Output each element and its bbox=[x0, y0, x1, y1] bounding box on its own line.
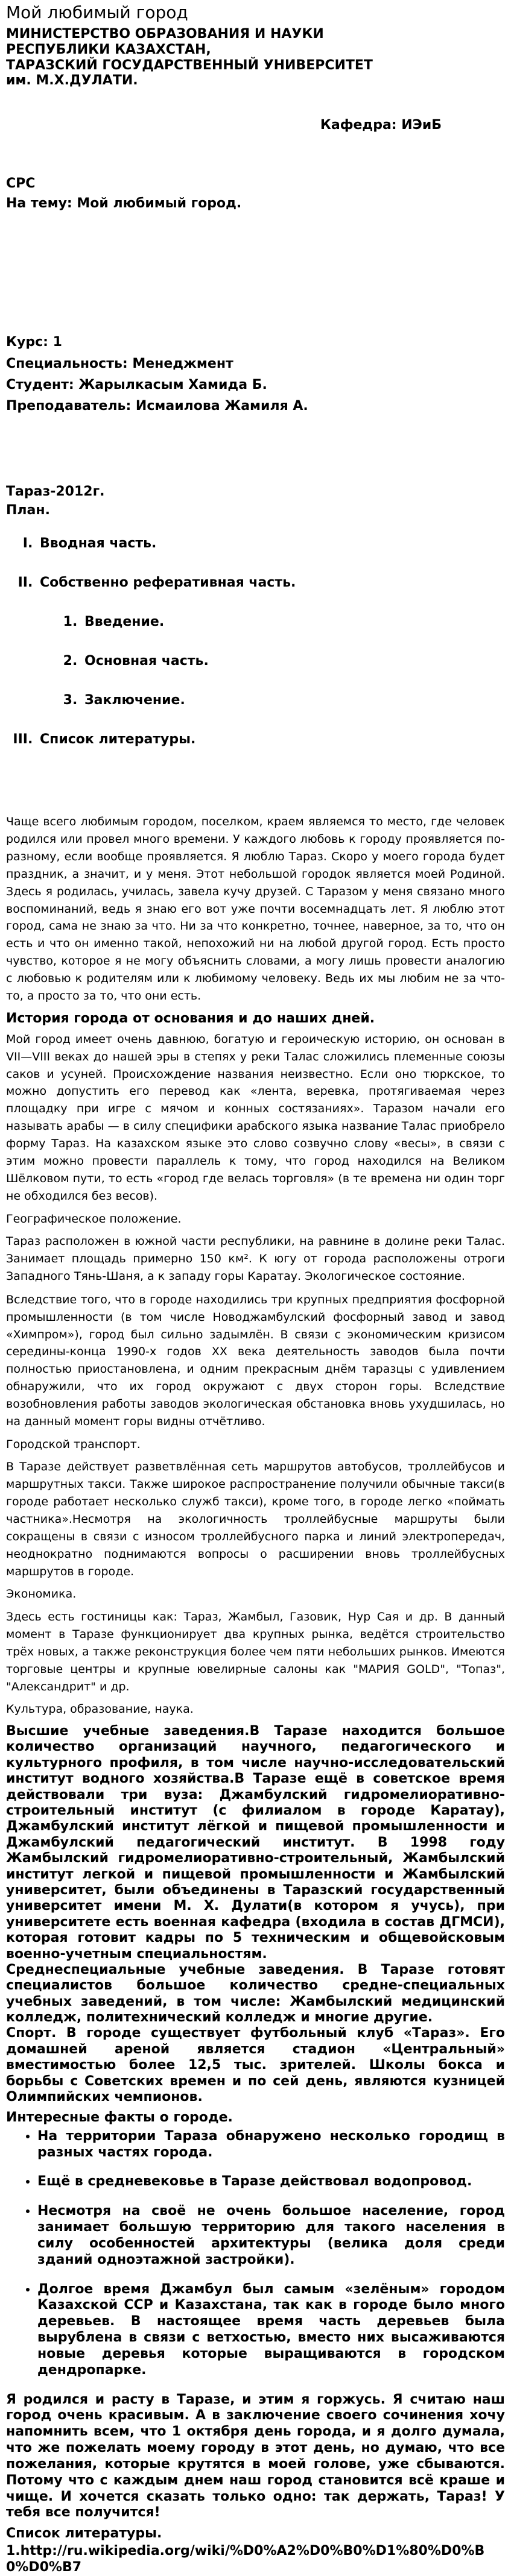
secondary-education-paragraph: Среднеспециальные учебные заведения. В Таразе готовят специалистов большое количество средне-специальных учебных заведений, в том числе: Жамбылский медицинский колледж, политехнический колледж и многие другие. bbox=[6, 1962, 505, 2026]
plan-item-label: Вводная часть. bbox=[40, 536, 157, 552]
facts-heading: Интересные факты о городе. bbox=[6, 2110, 233, 2126]
fact-item: • Долгое время Джамбул был самым «зелёным» городом Казахской ССР и Казахстана, так как в городе было много деревьев. В настоящее время часть деревьев была вырублена в связи с ветхостью, вместо них высаживаются новые деревья которые выращиваются в городском дендропарке. bbox=[37, 2282, 505, 2379]
meta-student: Студент: Жарылкасым Хамида Б. bbox=[6, 377, 267, 392]
economy-paragraph: Здесь есть гостиницы как: Тараз, Жамбыл, Газовик, Нур Сая и др. В данный момент в Таразе функционирует два крупных рынка, ведётся строительство трёх новых, а также реконструкция более чем пяти небольших рынков. Имеются торговые центры и крупные ювелирные салоны как "МАРИЯ GOLD", "Топаз", "Александрит" и др. bbox=[6, 1610, 505, 1693]
sport-paragraph: Спорт. В городе существует футбольный клуб «Тараз». Его домашней ареной является стадион «Центральный» вместимостью более 12,5 тыс. зрителей. Школы бокса и борьбы с Советских времен и по сей день, являются кузницей Олимпийских чемпионов. bbox=[6, 2026, 505, 2105]
plan-subitem bbox=[82, 693, 505, 708]
intro-paragraph: Чаще всего любимым городом, поселком, краем являемся то место, где человек родился или провел много времени. У каждого любовь к городу проявляется по-разному, если вообще проявляется. Я люблю Тараз. Скоро у моего города будет праздник, а значит, и у меня. Этот небольшой городок является моей Родиной. Здесь я родилась, училась, завела кучу друзей. С Таразом у меня связано много воспоминаний, ведь я знаю его вот уже почти восемнадцать лет. Я люблю этот город, сама не знаю за что. Ни за что конкретно, точнее, наверное, за то, что он есть и что он именно такой, непохожий ни на любой другой город. Есть просто чувство, которое я не могу объяснить словами, а могу лишь провести аналогию с любовью к родителям или к любимому человеку. Ведь их мы любим не за что-то, а просто за то, что они есть. bbox=[6, 815, 505, 1003]
conclusion-paragraph: Я родился и расту в Таразе, и этим я горжусь. Я считаю наш город очень красивым. А в заключение своего сочинения хочу напомнить всем, что 1 октября день города, и я долго думала, что же пожелать моему городу в этот день, но думаю, что все пожелания, которые крутятся в моей голове, уже сбываются. Потому что с каждым днем наш город становится всё краше и чище. И хочется сказать только одно: так держать, Тараз! У тебя все получится! bbox=[6, 2392, 505, 2521]
plan-subitem-label: Заключение. bbox=[84, 693, 185, 708]
plan-item-label: Собственно реферативная часть. bbox=[40, 575, 296, 591]
economy-heading: Экономика. bbox=[6, 1587, 77, 1601]
organization-line: МИНИСТЕРСТВО ОБРАЗОВАНИЯ И НАУКИ bbox=[6, 26, 324, 42]
references-heading: Список литературы. bbox=[6, 2526, 162, 2542]
plan-subitem bbox=[82, 614, 505, 629]
topic-line: На тему: Мой любимый город. bbox=[6, 196, 242, 212]
organization-header bbox=[6, 27, 505, 89]
plan-list bbox=[6, 536, 505, 747]
plan-item bbox=[37, 536, 505, 551]
meta-block bbox=[6, 332, 505, 417]
plan-item-label: Список литературы. bbox=[40, 732, 196, 748]
history-heading: История города от основания и до наших дней. bbox=[6, 1010, 375, 1026]
meta-course: Курс: 1 bbox=[6, 335, 62, 350]
document-title: Мой любимый город bbox=[6, 2, 188, 22]
geography-paragraph: Тараз расположен в южной части республики, на равнине в долине реки Талас. Занимает площадь примерно 150 км². К югу от города расположены отроги Западного Тянь-Шаня, а к западу горы Каратау. Экологическое состояние. bbox=[6, 1235, 505, 1283]
plan-sublist bbox=[40, 614, 505, 708]
organization-line: им. М.Х.ДУЛАТИ. bbox=[6, 73, 138, 89]
city-year: Тараз-2012г. bbox=[6, 484, 105, 500]
plan-subitem-label: Введение. bbox=[84, 614, 165, 630]
work-type: СРС bbox=[6, 176, 36, 192]
facts-list bbox=[6, 2129, 505, 2379]
meta-teacher: Преподаватель: Исмаилова Жамиля А. bbox=[6, 398, 308, 414]
plan-item bbox=[37, 732, 505, 747]
plan-subitem-label: Основная часть. bbox=[84, 653, 209, 669]
organization-line: РЕСПУБЛИКИ КАЗАХСТАН, bbox=[6, 42, 211, 57]
plan-item bbox=[37, 575, 505, 708]
reference-link[interactable]: 1.http://ru.wikipedia.org/wiki/%D0%A2%D0%B0%D1%80%D0%B0%D0%B7 bbox=[6, 2543, 485, 2575]
transport-paragraph: В Таразе действует разветвлённая сеть маршрутов автобусов, троллейбусов и маршрутных такси. Также широкое распространение получили обычные такси(в городе работает несколько служб такси), кроме того, в городе легко «поймать частника».Несмотря на экологичность троллейбусные маршруты были сокращены в связи с износом троллейбусного парка и линий электропередач, неоднократно поднимаются вопросы о расширении вновь троллейбусных маршрутов в городе. bbox=[6, 1460, 505, 1578]
meta-specialty: Специальность: Менеджмент bbox=[6, 356, 233, 371]
culture-heading: Культура, образование, наука. bbox=[6, 1702, 194, 1716]
department-label: Кафедра: ИЭиБ bbox=[320, 118, 442, 133]
fact-item: • Несмотря на своё не очень большое население, город занимает большую территорию для такого населения в силу особенностей архитектуры (велика доля среди зданий одноэтажной застройки). bbox=[37, 2203, 505, 2268]
transport-heading: Городской транспорт. bbox=[6, 1437, 141, 1451]
history-paragraph: Мой город имеет очень давнюю, богатую и героическую историю, он основан в VII—VIII веках до нашей эры в степях у реки Талас сложились племенные союзы саков и усуней. Происхождение названия неизвестно. Если оно тюркское, то можно допустить его перевод как «лента, веревка, протягиваемая через площадку при игре с мячом и конных состязаниях». Таразом начали его называть арабы — в силу специфики арабского языка название Талас приобрело форму Тараз. На казахском языке это слово созвучно слову «весы», в связи с этим можно провести параллель к тому, что город находился на Великом Шёлковом пути, то есть «город где велась торговля» (в те времена ни один торг не обходился без весов). bbox=[6, 1032, 505, 1203]
ecology-paragraph: Вследствие того, что в городе находились три крупных предприятия фосфорной промышленности (в том числе Новоджамбулский фосфорный завод и завод «Химпром»), город был сильно задымлён. В связи с экономическим кризисом середины-конца 1990-х годов XX века деятельность заводов была почти полностью приостановлена, и одним прекрасным днём таразцы с удивлением обнаружили, что их город окружают с двух сторон горы. Вследствие возобновления работы заводов экологическая обстановка вновь ухудшилась, но на данный момент горы видны отчётливо. bbox=[6, 1293, 505, 1428]
geography-heading: Географическое положение. bbox=[6, 1212, 182, 1226]
fact-item: • Ещё в средневековье в Таразе действовал водопровод. bbox=[37, 2174, 505, 2190]
fact-item: • На территории Тараза обнаружено несколько городищ в разных частях города. bbox=[37, 2129, 505, 2161]
plan-heading: План. bbox=[6, 503, 50, 518]
plan-subitem bbox=[82, 653, 505, 669]
organization-line: ТАРАЗСКИЙ ГОСУДАРСТВЕННЫЙ УНИВЕРСИТЕТ bbox=[6, 57, 373, 73]
education-paragraph: Высшие учебные заведения.В Таразе находится большое количество организаций научного, педагогического и культурного профиля, в том числе научно-исследовательский институт водного хозяйства.В Таразе ещё в советское время действовали три вуза: Джамбулский гидромелиоративно-строительный институт (с филиалом в городе Каратау), Джамбулский институт лёгкой и пищевой промышленности и Джамбулский педагогический институт. В 1998 году Жамбылский гидромелиоративно-строительный, Жамбылский институт легкой и пищевой промышленности и Жамбылский университет, были объединены в Таразский государственный университет имени М. Х. Дулати(в котором я учусь), при университете есть военная кафедра (входила в состав ДГМСИ), которая готовит кадры по 5 техническим и общевойсковым военно-учетным специальностям. bbox=[6, 1724, 505, 1962]
